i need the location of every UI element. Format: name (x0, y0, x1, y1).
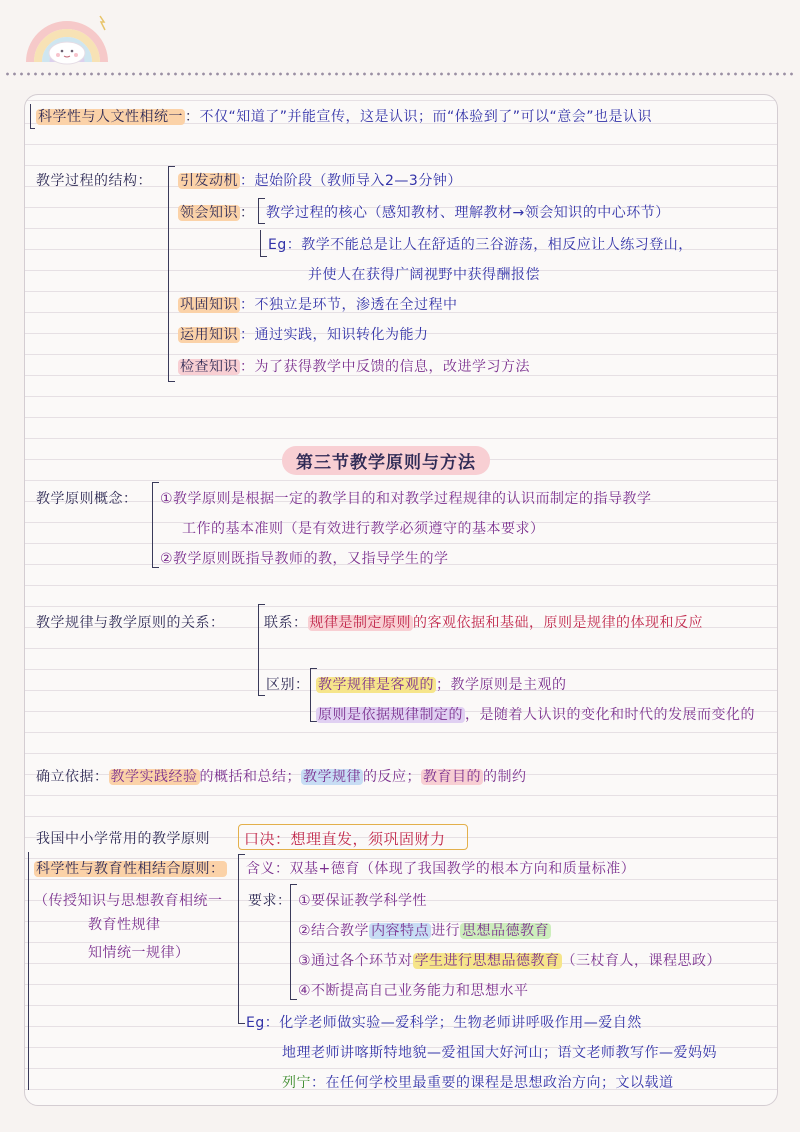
basis-line (36, 766, 527, 786)
bracket (238, 854, 245, 1024)
step-2-text: 教学过程的核心（感知教材、理解教材→领会知识的中心环节） (266, 205, 670, 221)
diff-text: ；教学原则是主观的 (436, 677, 567, 693)
basis-highlight: 教学规律 (303, 769, 361, 785)
link-highlight: 规律是制定原则 (309, 615, 411, 631)
principle-meaning: 含义：双基+德育（体现了我国教学的根本方向和质量标准） (246, 861, 636, 877)
req-highlight: 学生进行思想品德教育 (414, 953, 560, 969)
step-text: ：起始阶段（教师导入2—3分钟） (240, 173, 462, 189)
requirement-3 (298, 950, 721, 970)
basis-text: 的反应； (363, 769, 421, 785)
bracket (260, 230, 267, 257)
principle-term: 科学性与教育性相结合原则： (36, 861, 225, 877)
structure-step-4 (178, 324, 429, 344)
header-band (0, 0, 800, 90)
bracket (30, 104, 35, 129)
requirement-1: ①要保证教学科学性 (298, 893, 428, 909)
requirement-4: ④不断提高自己业务能力和思想水平 (298, 983, 529, 999)
relation-link (264, 612, 703, 632)
diff-highlight: 原则是依据规律制定的 (318, 707, 463, 723)
req-highlight: 思想品德教育 (462, 923, 550, 939)
dotted-divider (4, 72, 796, 76)
requirement-label: 要求： (248, 893, 292, 909)
example-1: Eg：化学老师做实验—爱科学；生物老师讲呼吸作用—爱自然 (246, 1015, 642, 1031)
bracket (152, 482, 159, 568)
req-text: ②结合教学 (298, 923, 370, 939)
example-3 (282, 1072, 674, 1092)
basis-text: 的概括和总结； (199, 769, 301, 785)
req-text: ③通过各个环节对 (298, 953, 413, 969)
structure-step-2 (178, 202, 255, 222)
basis-highlight: 教育目的 (423, 769, 481, 785)
principle-term-line (34, 858, 227, 878)
diff-label: 区别： (266, 677, 310, 693)
unity-term: 科学性与人文性相统一 (38, 109, 183, 125)
structure-step-3 (178, 294, 458, 314)
rainbow-icon (22, 8, 112, 70)
principle-note-3: 知情统一规律） (88, 945, 190, 961)
step-text: ：通过实践，知识转化为能力 (240, 327, 429, 343)
req-text: （三杖育人，课程思政） (561, 953, 722, 969)
relation-diff-2 (316, 704, 755, 724)
step-term: 检查知识 (180, 359, 238, 375)
structure-label: 教学过程的结构： (36, 173, 152, 189)
step-term: 运用知识 (180, 327, 238, 343)
principle-note-1: （传授知识与思想教育相统一 (34, 893, 223, 909)
link-text: 的客观依据和基础，原则是规律的体现和反应 (413, 615, 703, 631)
step-sep: ： (240, 205, 255, 221)
req-highlight: 内容特点 (371, 923, 430, 939)
example-name: 列宁 (282, 1075, 311, 1091)
bracket (168, 166, 175, 382)
bracket (258, 198, 265, 224)
concept-point-1-cont: 工作的基本准则（是有效进行教学必须遵守的基本要求） (182, 521, 545, 537)
step-2-example: Eg：教学不能总是让人在舒适的三谷游荡，相反应让人练习登山， (268, 237, 693, 253)
link-label: 联系： (264, 615, 308, 631)
example-text: ：在任何学校里最重要的课程是思想政治方向；文以载道 (311, 1075, 674, 1091)
relation-diff-1 (316, 674, 567, 694)
diff-text: ，是随着人认识的变化和时代的发展而变化的 (465, 707, 755, 723)
section-title: 第三节教学原则与方法 (282, 446, 490, 475)
concept-label: 教学原则概念： (36, 491, 138, 507)
diff-highlight: 教学规律是客观的 (318, 677, 434, 693)
requirement-2 (298, 920, 551, 940)
principles-label: 我国中小学常用的教学原则 (36, 831, 210, 847)
example-2: 地理老师讲喀斯特地貌—爱祖国大好河山；语文老师教写作—爱妈妈 (282, 1045, 717, 1061)
relation-label: 教学规律与教学原则的关系： (36, 615, 225, 631)
structure-step-5 (178, 356, 530, 376)
bracket (290, 884, 297, 1000)
step-term: 引发动机 (180, 173, 238, 189)
step-term: 巩固知识 (180, 297, 238, 313)
mnemonic-text: 口决：想理直发，须巩固财力 (244, 830, 446, 848)
concept-point-1: ①教学原则是根据一定的教学目的和对教学过程规律的认识而制定的指导教学 (160, 491, 652, 507)
step-2-example-cont: 并使人在获得广阔视野中获得酬报偿 (308, 267, 540, 283)
structure-step-1 (178, 170, 462, 190)
basis-highlight: 教学实践经验 (110, 769, 198, 785)
unity-desc: 不仅“知道了”并能宣传，这是认识；而“体验到了”可以“意会”也是认识 (199, 109, 653, 125)
basis-label: 确立依据： (36, 769, 109, 785)
concept-point-2: ②教学原则既指导教师的教，又指导学生的学 (160, 551, 449, 567)
unity-sep: ： (185, 109, 200, 125)
principle-note-2: 教育性规律 (88, 917, 161, 933)
unity-line (36, 106, 652, 126)
bracket (28, 852, 33, 1090)
req-text: 进行 (431, 923, 461, 939)
step-term: 领会知识 (180, 205, 238, 221)
step-text: ：不独立是环节，渗透在全过程中 (240, 297, 458, 313)
basis-text: 的制约 (483, 769, 527, 785)
step-text: ：为了获得教学中反馈的信息，改进学习方法 (240, 359, 530, 375)
